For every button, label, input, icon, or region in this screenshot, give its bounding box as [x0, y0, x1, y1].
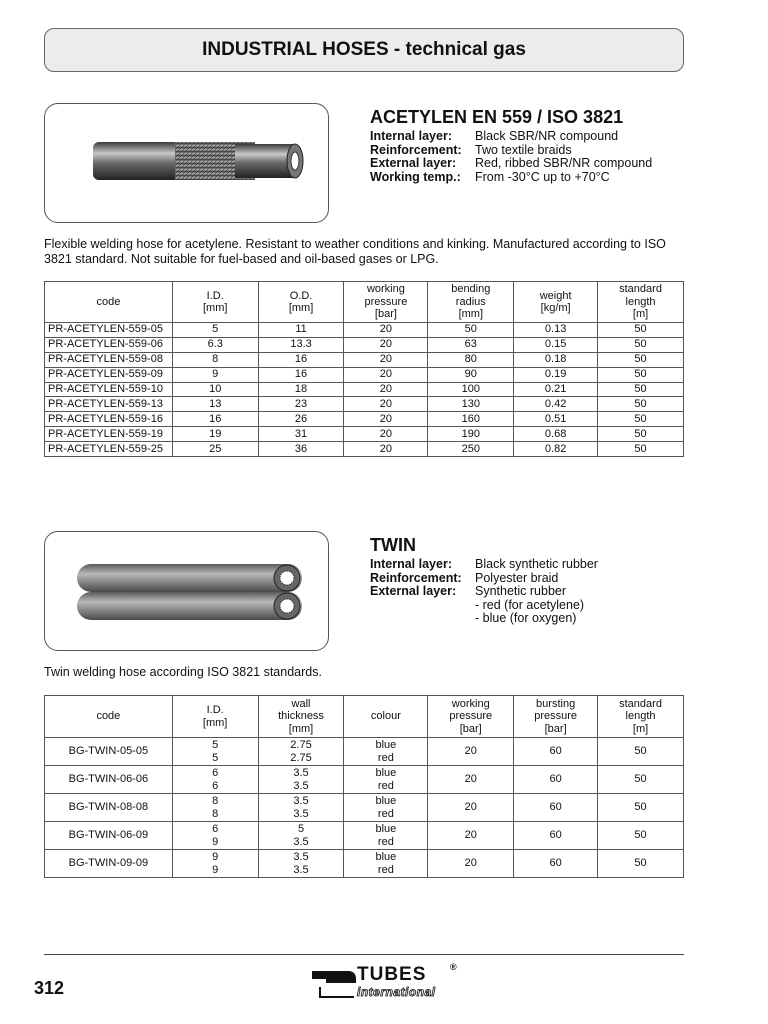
cell: blue red [344, 850, 428, 878]
twin-spec-list [370, 558, 598, 626]
spec-row [370, 157, 652, 171]
cell: 11 [258, 323, 344, 338]
spec-value: Red, ribbed SBR/NR compound [475, 156, 653, 170]
column-header: bending radius [mm] [428, 282, 514, 323]
cell: 50 [598, 382, 684, 397]
cell: 13.3 [258, 337, 344, 352]
acetylen-spec-list [370, 130, 652, 184]
cell-code: BG-TWIN-06-09 [45, 822, 173, 850]
cell-code: PR-ACETYLEN-559-16 [45, 412, 173, 427]
spec-row [370, 585, 598, 599]
cell-code: PR-ACETYLEN-559-25 [45, 442, 173, 457]
cell: 26 [258, 412, 344, 427]
cell: 60 [514, 794, 598, 822]
spec-key: Internal layer: [370, 557, 452, 571]
cell: 60 [514, 738, 598, 766]
spec-value: Synthetic rubber [475, 584, 567, 598]
cell: 31 [258, 427, 344, 442]
spec-value: - blue (for oxygen) [475, 611, 577, 625]
cell: 0.42 [514, 397, 598, 412]
cell: 20 [344, 427, 428, 442]
column-header: code [45, 696, 173, 738]
cell: 63 [428, 337, 514, 352]
column-header: weight [kg/m] [514, 282, 598, 323]
cell: 20 [344, 397, 428, 412]
cell: 9 9 [172, 850, 258, 878]
cell-code: PR-ACETYLEN-559-09 [45, 367, 173, 382]
cell: 20 [428, 822, 514, 850]
twin-hose-photo [44, 531, 329, 651]
column-header: bursting pressure [bar] [514, 696, 598, 738]
cell: 50 [598, 323, 684, 338]
column-header: working pressure [bar] [428, 696, 514, 738]
cell: 20 [428, 738, 514, 766]
cell: 250 [428, 442, 514, 457]
cell: 0.18 [514, 352, 598, 367]
page-number: 312 [34, 978, 65, 998]
cell-code: BG-TWIN-05-05 [45, 738, 173, 766]
logo-word: TUBES [357, 964, 427, 985]
spec-key [370, 612, 475, 626]
spec-key: Working temp.: [370, 169, 461, 184]
cell: 50 [598, 367, 684, 382]
acetylen-description: Flexible welding hose for acetylene. Resistant to weather conditions and kinking. Manufactured according to ISO 3821 standard. Not suitable for fuel-based and oil-based gases or LPG. [44, 237, 666, 266]
table-row [45, 850, 684, 878]
product-title-twin: TWIN [370, 535, 416, 555]
table-row [45, 382, 684, 397]
cell: 20 [344, 382, 428, 397]
cell: 6.3 [172, 337, 258, 352]
spec-row [370, 130, 652, 144]
cell: 60 [514, 822, 598, 850]
table-row [45, 352, 684, 367]
cell: 20 [344, 412, 428, 427]
cell: 0.68 [514, 427, 598, 442]
cell: 160 [428, 412, 514, 427]
table-row [45, 794, 684, 822]
cell: 10 [172, 382, 258, 397]
product-title-acetylen: ACETYLEN EN 559 / ISO 3821 [370, 107, 624, 127]
table-row [45, 367, 684, 382]
cell: 19 [172, 427, 258, 442]
logo-mark-icon [312, 967, 356, 1001]
cell: 50 [598, 850, 684, 878]
cell: blue red [344, 766, 428, 794]
cell: 5 5 [172, 738, 258, 766]
cell: blue red [344, 822, 428, 850]
cell: 5 [172, 323, 258, 338]
cell: 80 [428, 352, 514, 367]
cell: 50 [598, 794, 684, 822]
spec-row [370, 599, 598, 613]
spec-key [370, 599, 475, 613]
cell-code: BG-TWIN-08-08 [45, 794, 173, 822]
cell-code: PR-ACETYLEN-559-05 [45, 323, 173, 338]
spec-row [370, 144, 652, 158]
cell-code: PR-ACETYLEN-559-13 [45, 397, 173, 412]
table-row [45, 397, 684, 412]
acetylen-table [44, 281, 684, 457]
table-header-row [45, 696, 684, 738]
spec-key: Reinforcement: [370, 142, 462, 157]
column-header: working pressure [bar] [344, 282, 428, 323]
cell: blue red [344, 794, 428, 822]
cell: 50 [598, 427, 684, 442]
cell: 50 [598, 766, 684, 794]
spec-row [370, 171, 652, 185]
table-row [45, 412, 684, 427]
page-title: INDUSTRIAL HOSES - technical gas [44, 28, 684, 72]
cell: 25 [172, 442, 258, 457]
cell: 20 [428, 794, 514, 822]
column-header: standard length [m] [598, 282, 684, 323]
cell: 60 [514, 850, 598, 878]
cell: 20 [344, 337, 428, 352]
tubes-logo [312, 964, 462, 1002]
cell: 5 3.5 [258, 822, 344, 850]
logo-subtitle: international [357, 985, 436, 999]
column-header: standard length [m] [598, 696, 684, 738]
spec-row [370, 612, 598, 626]
cell: 0.19 [514, 367, 598, 382]
cell-code: PR-ACETYLEN-559-08 [45, 352, 173, 367]
cell-code: PR-ACETYLEN-559-19 [45, 427, 173, 442]
cell: 6 9 [172, 822, 258, 850]
spec-value: Two textile braids [475, 142, 572, 157]
cell-code: BG-TWIN-06-06 [45, 766, 173, 794]
spec-key: Reinforcement: [370, 570, 462, 585]
cell: 2.75 2.75 [258, 738, 344, 766]
cell: 0.21 [514, 382, 598, 397]
column-header: O.D. [mm] [258, 282, 344, 323]
spec-value: Black SBR/NR compound [475, 129, 619, 143]
spec-key: Internal layer: [370, 129, 452, 143]
cell: 20 [344, 352, 428, 367]
table-row [45, 822, 684, 850]
cell: 60 [514, 766, 598, 794]
cell: 20 [428, 766, 514, 794]
spec-key: External layer: [370, 584, 457, 598]
cell: 16 [258, 352, 344, 367]
cell: 50 [598, 397, 684, 412]
cell: 20 [344, 442, 428, 457]
cell: 20 [344, 323, 428, 338]
cell: 50 [598, 738, 684, 766]
cell: 50 [598, 352, 684, 367]
cell: 0.13 [514, 323, 598, 338]
cell: 3.5 3.5 [258, 766, 344, 794]
spec-row [370, 572, 598, 586]
logo-registered-mark: ® [450, 962, 457, 972]
acetylen-hose-photo [44, 103, 329, 223]
cell: 23 [258, 397, 344, 412]
spec-value: - red (for acetylene) [475, 597, 585, 612]
cell: 8 8 [172, 794, 258, 822]
cell: 130 [428, 397, 514, 412]
twin-description: Twin welding hose according ISO 3821 standards. [44, 665, 322, 679]
column-header: code [45, 282, 173, 323]
cell: 0.82 [514, 442, 598, 457]
table-row [45, 323, 684, 338]
table-row [45, 442, 684, 457]
spec-value: From -30°C up to +70°C [475, 169, 610, 184]
cell: 13 [172, 397, 258, 412]
footer-divider [44, 954, 684, 955]
column-header: I.D. [mm] [172, 282, 258, 323]
cell: 18 [258, 382, 344, 397]
cell: 90 [428, 367, 514, 382]
cell: blue red [344, 738, 428, 766]
cell: 50 [598, 822, 684, 850]
cell: 100 [428, 382, 514, 397]
cell: 36 [258, 442, 344, 457]
cell: 190 [428, 427, 514, 442]
cell-code: PR-ACETYLEN-559-06 [45, 337, 173, 352]
cell: 6 6 [172, 766, 258, 794]
cell: 20 [428, 850, 514, 878]
spec-value: Polyester braid [475, 570, 559, 585]
spec-row [370, 558, 598, 572]
cell: 50 [598, 337, 684, 352]
cell: 9 [172, 367, 258, 382]
column-header: wall thickness [mm] [258, 696, 344, 738]
cell: 3.5 3.5 [258, 850, 344, 878]
cell: 50 [598, 442, 684, 457]
cell: 3.5 3.5 [258, 794, 344, 822]
cell: 50 [598, 412, 684, 427]
column-header: colour [344, 696, 428, 738]
cell: 0.51 [514, 412, 598, 427]
cell: 20 [344, 367, 428, 382]
spec-key: External layer: [370, 156, 457, 170]
cell-code: BG-TWIN-09-09 [45, 850, 173, 878]
table-row [45, 337, 684, 352]
cell: 50 [428, 323, 514, 338]
table-row [45, 766, 684, 794]
spec-value: Black synthetic rubber [475, 557, 598, 571]
cell: 16 [172, 412, 258, 427]
cell-code: PR-ACETYLEN-559-10 [45, 382, 173, 397]
column-header: I.D. [mm] [172, 696, 258, 738]
table-header-row [45, 282, 684, 323]
cell: 0.15 [514, 337, 598, 352]
twin-table [44, 695, 684, 878]
table-row [45, 427, 684, 442]
table-row [45, 738, 684, 766]
cell: 16 [258, 367, 344, 382]
cell: 8 [172, 352, 258, 367]
